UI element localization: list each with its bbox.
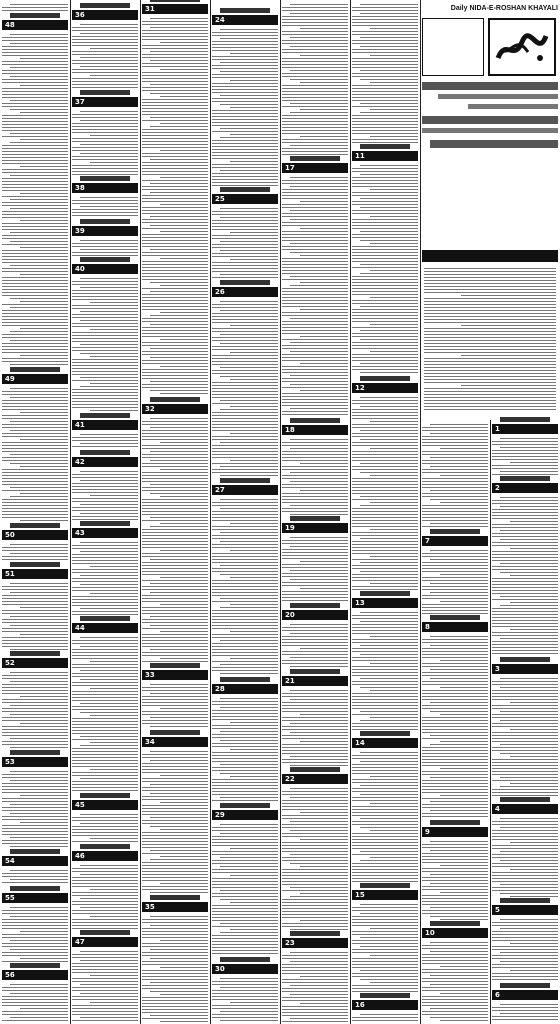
article-headline [360, 731, 410, 736]
article-text [422, 548, 488, 614]
article-text [212, 696, 278, 802]
article-text [212, 497, 278, 676]
section-header [422, 250, 558, 262]
article-number-header [2, 658, 68, 668]
article-number-header [2, 569, 68, 579]
article-headline [80, 219, 130, 224]
article-headline [10, 367, 60, 372]
article-number-header [282, 676, 348, 686]
article-text [2, 868, 68, 885]
bureau-chief-line [422, 116, 558, 124]
article-text [492, 816, 558, 897]
article-text [282, 2, 348, 155]
article-number-header [212, 810, 278, 820]
article-number-header [352, 1000, 418, 1010]
article-number: 44 [75, 624, 85, 632]
article-number: 15 [355, 891, 365, 899]
article-number: 50 [5, 531, 15, 539]
article-text [352, 1012, 418, 1022]
article-text [212, 299, 278, 477]
article-number: 17 [285, 164, 295, 172]
article-text [72, 540, 138, 615]
article-text [422, 940, 488, 1022]
article-headline [500, 476, 550, 481]
article-headline [150, 730, 200, 735]
article-text [142, 16, 208, 396]
article-headline [150, 663, 200, 668]
article-number-header [422, 928, 488, 938]
article-headline [80, 616, 130, 621]
article-number: 23 [285, 939, 295, 947]
masthead-brand: NIDA-E-ROSHAN KHAYALI [469, 5, 558, 12]
article-text [72, 863, 138, 929]
article-text [212, 822, 278, 956]
article-number: 27 [215, 486, 225, 494]
article-number: 21 [285, 677, 295, 685]
article-text [422, 634, 488, 819]
article-number: 31 [145, 5, 155, 13]
article-number: 3 [495, 665, 500, 673]
article-number-header [492, 483, 558, 493]
article-headline [10, 963, 60, 968]
article-headline [10, 886, 60, 891]
article-number: 24 [215, 16, 225, 24]
article-text [492, 917, 558, 982]
article-number: 46 [75, 852, 85, 860]
article-headline [80, 413, 130, 418]
article-number: 39 [75, 227, 85, 235]
article-text [2, 982, 68, 1022]
article-number: 40 [75, 265, 85, 273]
article-number-header [422, 622, 488, 632]
article-number-header [72, 264, 138, 274]
article-number-header [352, 151, 418, 161]
article-number: 12 [355, 384, 365, 392]
column-rule [140, 0, 141, 1024]
article-text [492, 1002, 558, 1022]
article-text [142, 914, 208, 1022]
article-text [142, 416, 208, 662]
article-headline [430, 921, 480, 926]
article-text [352, 902, 418, 992]
article-number-header [142, 404, 208, 414]
masthead-tagline [422, 4, 558, 14]
article-number-header [492, 664, 558, 674]
article-number: 42 [75, 458, 85, 466]
article-text [72, 276, 138, 412]
article-number-header [2, 757, 68, 767]
article-number: 29 [215, 811, 225, 819]
article-number-header [72, 528, 138, 538]
article-headline [360, 144, 410, 149]
article-headline [220, 187, 270, 192]
article-text [72, 109, 138, 175]
article-number: 37 [75, 98, 85, 106]
article-text [2, 670, 68, 749]
article-headline [220, 803, 270, 808]
article-text [2, 386, 68, 522]
calligraphy-logo-icon [494, 28, 550, 66]
article-headline [10, 13, 60, 18]
article-headline [80, 3, 130, 8]
article-number: 51 [5, 570, 15, 578]
article-number: 53 [5, 758, 15, 766]
article-text [72, 238, 138, 256]
newspaper-logo [488, 18, 556, 76]
article-text [492, 436, 558, 475]
article-number-header [2, 893, 68, 903]
article-number-header [72, 623, 138, 633]
article-number: 33 [145, 671, 155, 679]
article-number: 55 [5, 894, 15, 902]
article-number-header [2, 374, 68, 384]
article-number: 4 [495, 805, 500, 813]
article-text [72, 635, 138, 792]
article-number-header [212, 485, 278, 495]
article-text [72, 949, 138, 1022]
article-headline [80, 844, 130, 849]
article-number-header [282, 425, 348, 435]
article-number: 56 [5, 971, 15, 979]
editorial-text [424, 266, 556, 416]
article-number: 20 [285, 611, 295, 619]
article-text [282, 437, 348, 515]
article-headline [500, 983, 550, 988]
article-headline [290, 603, 340, 608]
article-headline [430, 820, 480, 825]
article-number: 7 [425, 537, 430, 545]
column-rule [280, 0, 281, 1024]
article-number: 2 [495, 484, 500, 492]
article-number-header [142, 737, 208, 747]
article-text [352, 2, 418, 143]
article-number: 35 [145, 903, 155, 911]
article-headline [80, 930, 130, 935]
article-number-header [2, 20, 68, 30]
column-rule [490, 420, 491, 1024]
article-number: 26 [215, 288, 225, 296]
editor-line [468, 104, 558, 109]
article-number-header [352, 738, 418, 748]
article-number-header [212, 684, 278, 694]
article-text [2, 542, 68, 561]
article-text [282, 950, 348, 1022]
article-number-header [72, 457, 138, 467]
article-text [352, 395, 418, 590]
article-text [2, 905, 68, 962]
article-number-header [352, 890, 418, 900]
article-headline [10, 651, 60, 656]
editor-line [438, 94, 558, 99]
masthead-prefix: Daily [450, 5, 468, 12]
article-headline [10, 849, 60, 854]
article-text [142, 682, 208, 729]
article-number-header [2, 530, 68, 540]
office-address-line [430, 140, 558, 148]
article-number: 18 [285, 426, 295, 434]
column-rule [350, 0, 351, 1024]
article-number: 41 [75, 421, 85, 429]
article-number-header [492, 990, 558, 1000]
article-text [422, 422, 488, 528]
article-number-header [212, 194, 278, 204]
article-number-header [2, 856, 68, 866]
article-headline [150, 397, 200, 402]
article-headline [500, 898, 550, 903]
article-text [282, 175, 348, 417]
article-text [352, 610, 418, 730]
article-number: 54 [5, 857, 15, 865]
article-number: 22 [285, 775, 295, 783]
article-number-header [72, 937, 138, 947]
article-headline [220, 677, 270, 682]
article-number: 32 [145, 405, 155, 413]
article-text [282, 786, 348, 930]
article-number: 45 [75, 801, 85, 809]
article-headline [360, 883, 410, 888]
article-headline [360, 993, 410, 998]
article-text [2, 769, 68, 848]
article-number: 49 [5, 375, 15, 383]
article-text [352, 750, 418, 882]
article-number-header [212, 287, 278, 297]
article-number: 8 [425, 623, 430, 631]
article-number-header [492, 424, 558, 434]
article-text [2, 581, 68, 650]
article-headline [80, 257, 130, 262]
article-text [212, 27, 278, 186]
article-text [282, 688, 348, 766]
article-text [72, 469, 138, 520]
article-number: 43 [75, 529, 85, 537]
article-number: 38 [75, 184, 85, 192]
article-headline [290, 931, 340, 936]
article-number: 30 [215, 965, 225, 973]
article-headline [80, 793, 130, 798]
article-number: 13 [355, 599, 365, 607]
article-text [2, 2, 68, 12]
article-number-header [492, 804, 558, 814]
article-number: 9 [425, 828, 430, 836]
article-number-header [142, 902, 208, 912]
article-number-header [282, 774, 348, 784]
article-text [72, 432, 138, 449]
article-number: 48 [5, 21, 15, 29]
article-number-header [492, 905, 558, 915]
article-headline [290, 669, 340, 674]
article-headline [290, 156, 340, 161]
article-number-header [142, 4, 208, 14]
article-number: 36 [75, 11, 85, 19]
article-number-header [282, 938, 348, 948]
article-number-header [282, 163, 348, 173]
article-number: 28 [215, 685, 225, 693]
article-number: 34 [145, 738, 155, 746]
article-headline [150, 0, 200, 2]
article-number-header [282, 610, 348, 620]
article-number-header [422, 827, 488, 837]
article-number-header [422, 536, 488, 546]
masthead [422, 4, 558, 242]
article-headline [220, 957, 270, 962]
column-rule [420, 0, 421, 1024]
article-number-header [72, 851, 138, 861]
article-text [72, 812, 138, 843]
article-number-header [2, 970, 68, 980]
article-headline [220, 280, 270, 285]
article-headline [10, 523, 60, 528]
article-number: 5 [495, 906, 500, 914]
article-number-header [352, 598, 418, 608]
article-headline [80, 450, 130, 455]
masthead-notice-box [422, 18, 484, 76]
article-number-header [72, 420, 138, 430]
article-number: 25 [215, 195, 225, 203]
article-number-header [212, 964, 278, 974]
article-headline [80, 90, 130, 95]
article-text [72, 22, 138, 89]
article-headline [430, 615, 480, 620]
article-text [492, 495, 558, 656]
article-headline [10, 750, 60, 755]
article-number-header [142, 670, 208, 680]
article-headline [220, 8, 270, 13]
article-headline [360, 591, 410, 596]
article-number: 52 [5, 659, 15, 667]
article-text [282, 535, 348, 602]
article-text [72, 195, 138, 218]
article-text [212, 206, 278, 279]
article-headline [430, 529, 480, 534]
article-text [142, 749, 208, 894]
article-number-header [352, 383, 418, 393]
chief-editor-line [422, 82, 558, 90]
article-text [212, 976, 278, 1022]
article-text [492, 676, 558, 796]
article-number-header [72, 183, 138, 193]
column-rule [210, 0, 211, 1024]
article-headline [500, 417, 550, 422]
article-headline [80, 176, 130, 181]
article-number-header [72, 97, 138, 107]
bureau-line [422, 128, 558, 133]
article-headline [290, 767, 340, 772]
article-number: 16 [355, 1001, 365, 1009]
article-number: 14 [355, 739, 365, 747]
article-number-header [72, 226, 138, 236]
article-number: 10 [425, 929, 435, 937]
article-number-header [212, 15, 278, 25]
article-headline [220, 478, 270, 483]
article-number-header [72, 10, 138, 20]
article-headline [150, 895, 200, 900]
article-number: 47 [75, 938, 85, 946]
article-text [422, 839, 488, 920]
article-number: 1 [495, 425, 500, 433]
article-text [352, 163, 418, 375]
article-headline [500, 797, 550, 802]
article-headline [360, 376, 410, 381]
article-number: 11 [355, 152, 365, 160]
article-text [282, 622, 348, 668]
article-number-header [72, 800, 138, 810]
article-headline [290, 516, 340, 521]
article-headline [80, 521, 130, 526]
article-headline [10, 562, 60, 567]
column-rule [70, 0, 71, 1024]
article-text [2, 32, 68, 366]
article-number: 6 [495, 991, 500, 999]
article-headline [290, 418, 340, 423]
article-number: 19 [285, 524, 295, 532]
article-headline [500, 657, 550, 662]
article-number-header [282, 523, 348, 533]
